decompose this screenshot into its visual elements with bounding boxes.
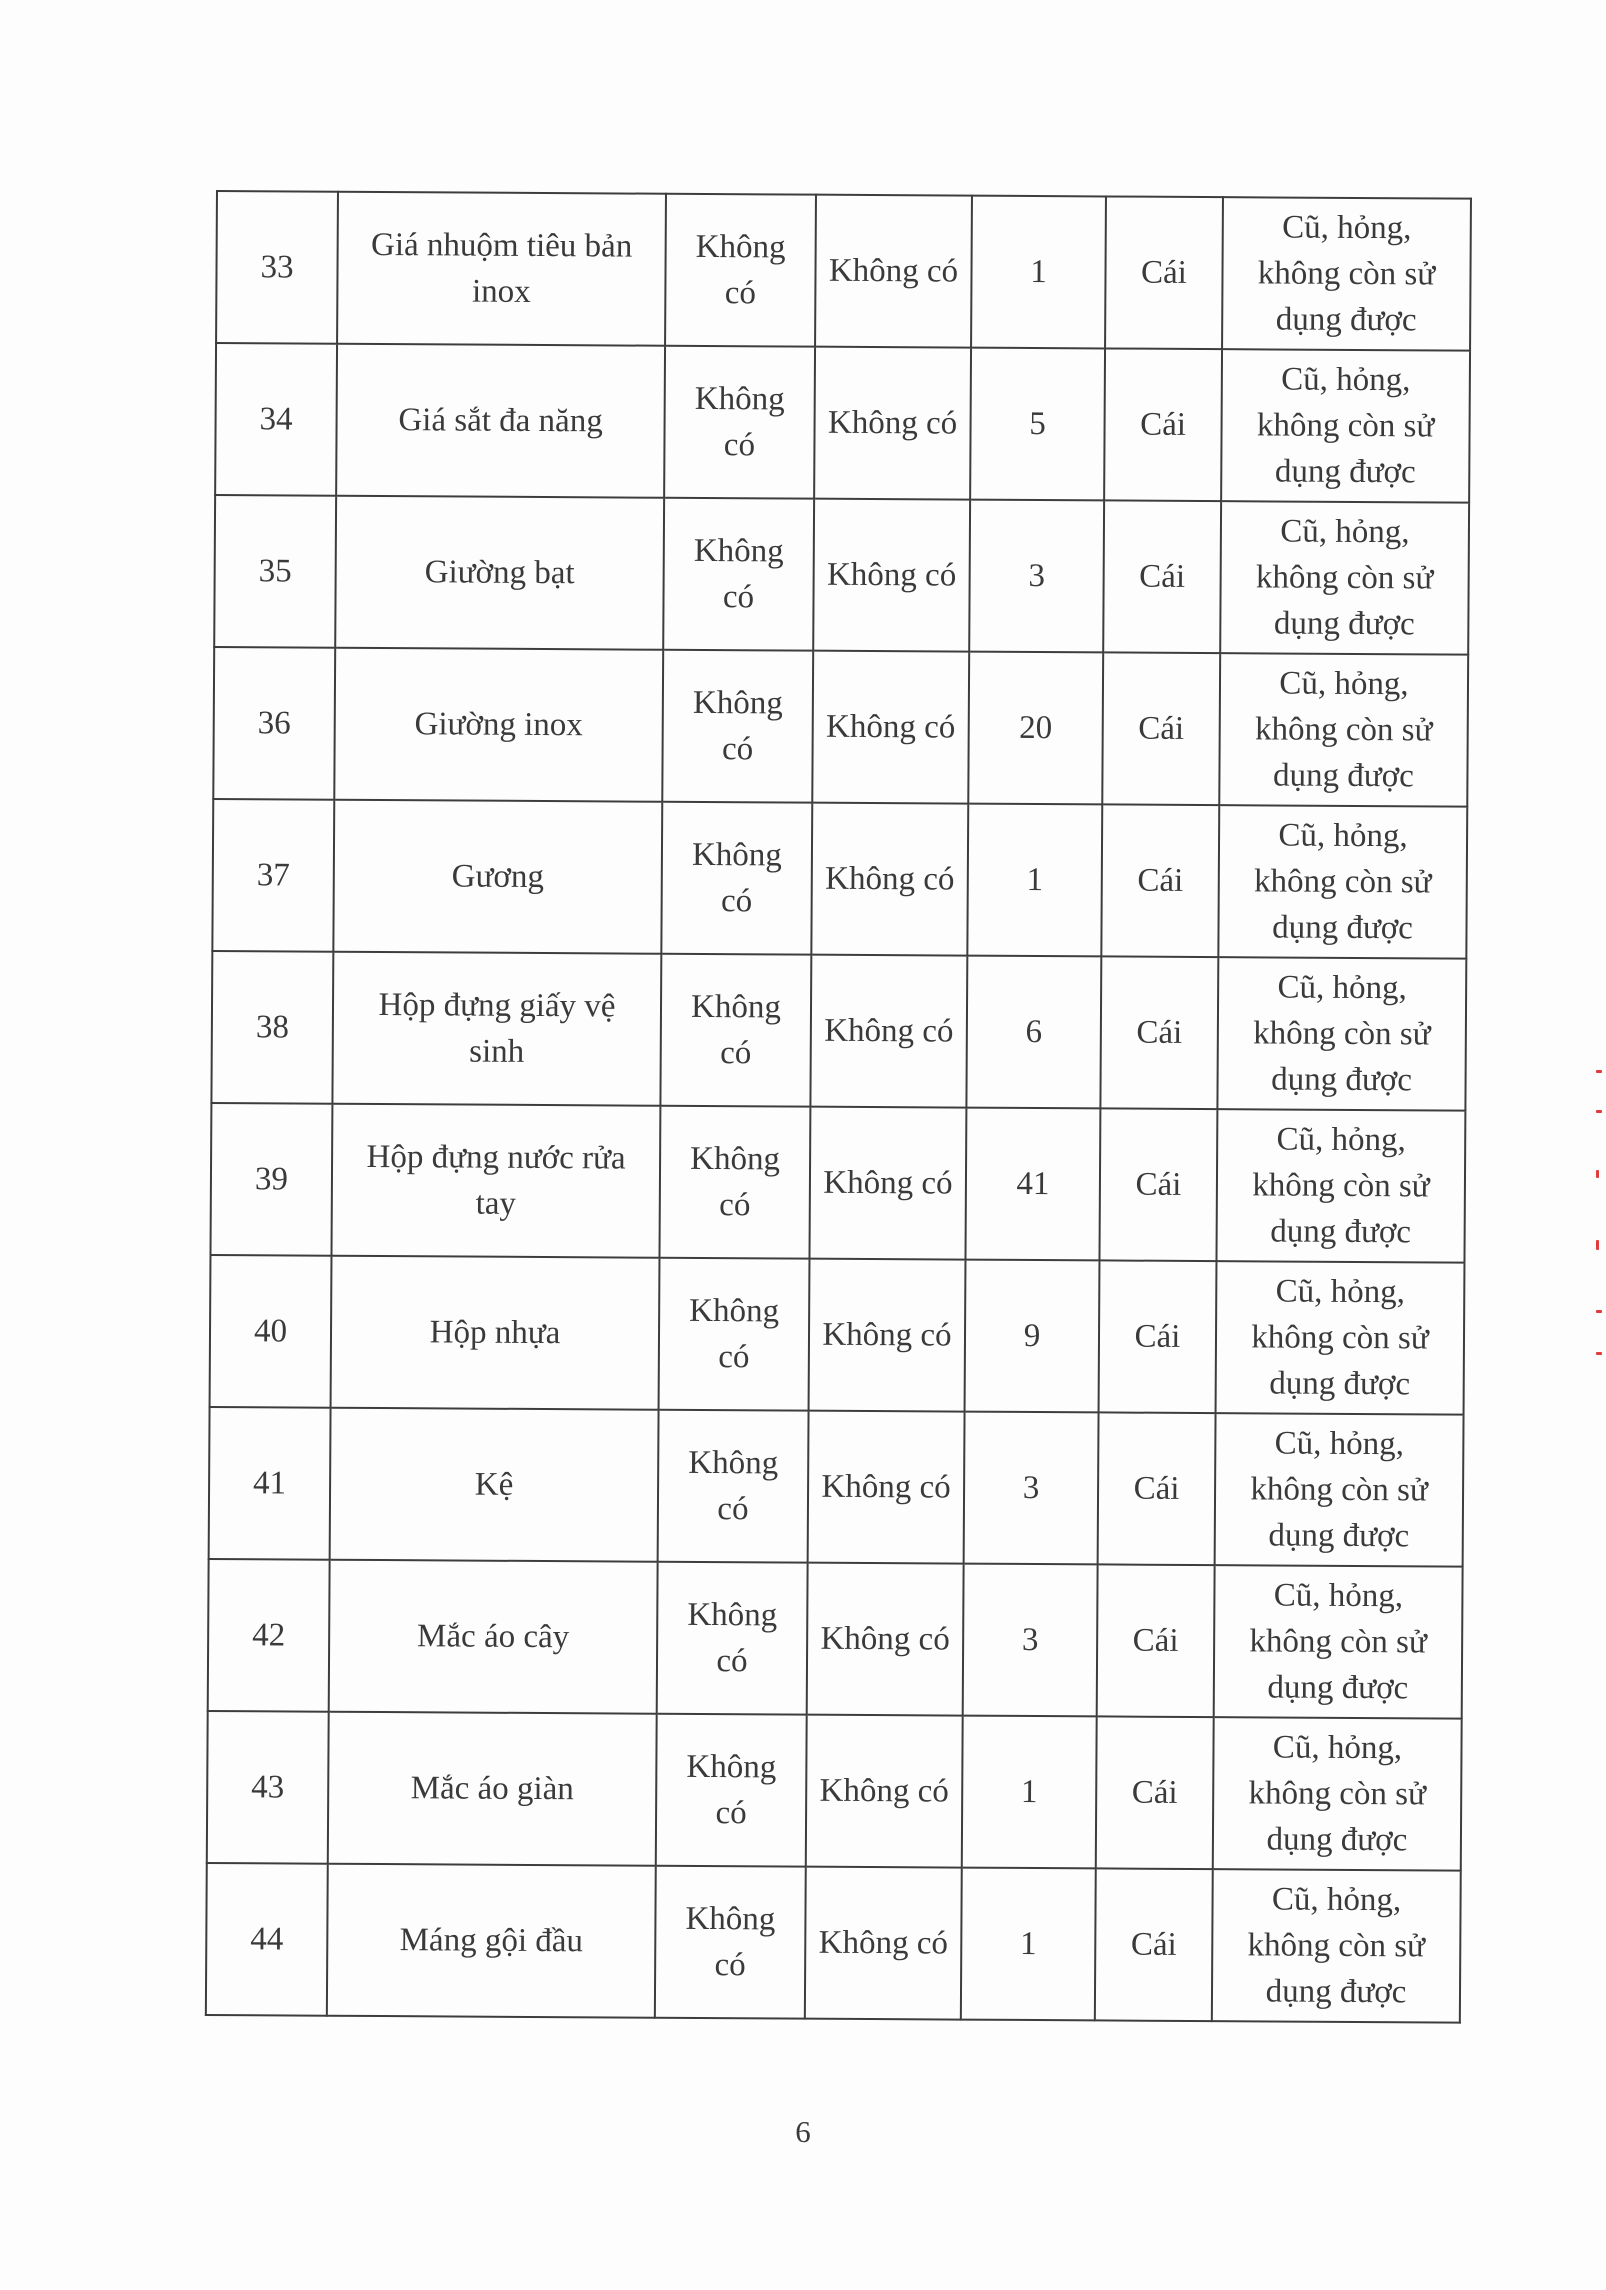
stamp-edge-marks bbox=[1594, 1070, 1606, 1370]
unit-cell: Cái bbox=[1098, 1412, 1216, 1565]
quantity-cell: 9 bbox=[965, 1260, 1100, 1413]
column-3-cell: Không có bbox=[660, 954, 811, 1107]
column-4-cell: Không có bbox=[811, 803, 968, 956]
column-4-cell: Không có bbox=[806, 1715, 963, 1868]
item-name-cell: Máng gội đầu bbox=[327, 1864, 656, 2018]
table-row bbox=[209, 1407, 1464, 1567]
row-number-cell: 42 bbox=[208, 1559, 330, 1712]
unit-cell: Cái bbox=[1097, 1564, 1215, 1717]
status-cell: Cũ, hỏng, không còn sử dụng được bbox=[1213, 1717, 1462, 1871]
column-4-cell: Không có bbox=[815, 195, 972, 348]
column-4-cell: Không có bbox=[813, 499, 970, 652]
column-3-cell: Không có bbox=[662, 650, 813, 803]
unit-cell: Cái bbox=[1101, 804, 1219, 957]
column-4-cell: Không có bbox=[810, 955, 967, 1108]
status-cell: Cũ, hỏng, không còn sử dụng được bbox=[1221, 349, 1470, 503]
item-name-cell: Giường inox bbox=[334, 648, 663, 802]
column-4-cell: Không có bbox=[808, 1411, 965, 1564]
unit-cell: Cái bbox=[1100, 956, 1218, 1109]
asset-table-container bbox=[205, 190, 1470, 2024]
table-row bbox=[213, 647, 1468, 807]
item-name-cell: Mắc áo cây bbox=[329, 1560, 658, 1714]
row-number-cell: 41 bbox=[209, 1407, 331, 1560]
quantity-cell: 5 bbox=[970, 348, 1105, 501]
status-cell: Cũ, hỏng, không còn sử dụng được bbox=[1215, 1413, 1464, 1567]
asset-table bbox=[205, 190, 1472, 2024]
column-4-cell: Không có bbox=[807, 1563, 964, 1716]
page-number: 6 bbox=[795, 2114, 811, 2149]
column-4-cell: Không có bbox=[812, 651, 969, 804]
column-3-cell: Không có bbox=[659, 1258, 810, 1411]
column-3-cell: Không có bbox=[659, 1106, 810, 1259]
item-name-cell: Hộp đựng giấy vệ sinh bbox=[332, 952, 661, 1106]
status-cell: Cũ, hỏng, không còn sử dụng được bbox=[1219, 653, 1468, 807]
unit-cell: Cái bbox=[1095, 1868, 1213, 2021]
status-cell: Cũ, hỏng, không còn sử dụng được bbox=[1216, 1261, 1465, 1415]
item-name-cell: Giường bạt bbox=[335, 496, 664, 650]
row-number-cell: 43 bbox=[207, 1711, 329, 1864]
unit-cell: Cái bbox=[1099, 1108, 1217, 1261]
row-number-cell: 35 bbox=[214, 495, 336, 648]
column-3-cell: Không có bbox=[665, 194, 816, 347]
asset-table-body bbox=[206, 191, 1471, 2023]
unit-cell: Cái bbox=[1102, 652, 1220, 805]
row-number-cell: 37 bbox=[212, 799, 334, 952]
row-number-cell: 39 bbox=[210, 1103, 332, 1256]
item-name-cell: Giá nhuộm tiêu bản inox bbox=[337, 192, 666, 346]
row-number-cell: 38 bbox=[211, 951, 333, 1104]
unit-cell: Cái bbox=[1103, 500, 1221, 653]
status-cell: Cũ, hỏng, không còn sử dụng được bbox=[1222, 197, 1471, 351]
table-row bbox=[215, 343, 1470, 503]
quantity-cell: 1 bbox=[962, 1716, 1097, 1869]
table-row bbox=[210, 1255, 1465, 1415]
column-3-cell: Không có bbox=[655, 1866, 806, 2019]
row-number-cell: 40 bbox=[210, 1255, 332, 1408]
table-row bbox=[210, 1103, 1465, 1263]
status-cell: Cũ, hỏng, không còn sử dụng được bbox=[1220, 501, 1469, 655]
quantity-cell: 41 bbox=[965, 1108, 1100, 1261]
column-4-cell: Không có bbox=[809, 1259, 966, 1412]
column-4-cell: Không có bbox=[809, 1107, 966, 1260]
quantity-cell: 1 bbox=[967, 804, 1102, 957]
quantity-cell: 6 bbox=[966, 956, 1101, 1109]
status-cell: Cũ, hỏng, không còn sử dụng được bbox=[1214, 1565, 1463, 1719]
unit-cell: Cái bbox=[1099, 1260, 1217, 1413]
item-name-cell: Hộp nhựa bbox=[331, 1256, 660, 1410]
item-name-cell: Kệ bbox=[330, 1408, 659, 1562]
unit-cell: Cái bbox=[1096, 1716, 1214, 1869]
row-number-cell: 44 bbox=[206, 1863, 328, 2016]
item-name-cell: Hộp đựng nước rửa tay bbox=[331, 1104, 660, 1258]
status-cell: Cũ, hỏng, không còn sử dụng được bbox=[1217, 957, 1466, 1111]
table-row bbox=[214, 495, 1469, 655]
table-row bbox=[208, 1559, 1463, 1719]
unit-cell: Cái bbox=[1104, 348, 1222, 501]
table-row bbox=[212, 799, 1467, 959]
column-3-cell: Không có bbox=[664, 346, 815, 499]
quantity-cell: 1 bbox=[971, 196, 1106, 349]
column-3-cell: Không có bbox=[663, 498, 814, 651]
quantity-cell: 1 bbox=[961, 1868, 1096, 2021]
status-cell: Cũ, hỏng, không còn sử dụng được bbox=[1218, 805, 1467, 959]
table-row bbox=[216, 191, 1471, 351]
row-number-cell: 36 bbox=[213, 647, 335, 800]
column-4-cell: Không có bbox=[805, 1867, 962, 2020]
quantity-cell: 3 bbox=[964, 1412, 1099, 1565]
table-row bbox=[206, 1863, 1461, 2023]
table-row bbox=[207, 1711, 1462, 1871]
status-cell: Cũ, hỏng, không còn sử dụng được bbox=[1212, 1869, 1461, 2023]
unit-cell: Cái bbox=[1105, 196, 1223, 349]
column-3-cell: Không có bbox=[657, 1562, 808, 1715]
row-number-cell: 34 bbox=[215, 343, 337, 496]
column-3-cell: Không có bbox=[656, 1714, 807, 1867]
row-number-cell: 33 bbox=[216, 191, 338, 344]
quantity-cell: 3 bbox=[969, 500, 1104, 653]
item-name-cell: Mắc áo giàn bbox=[328, 1712, 657, 1866]
table-row bbox=[211, 951, 1466, 1111]
quantity-cell: 20 bbox=[968, 652, 1103, 805]
quantity-cell: 3 bbox=[963, 1564, 1098, 1717]
column-3-cell: Không có bbox=[661, 802, 812, 955]
status-cell: Cũ, hỏng, không còn sử dụng được bbox=[1216, 1109, 1465, 1263]
column-3-cell: Không có bbox=[658, 1410, 809, 1563]
item-name-cell: Giá sắt đa năng bbox=[336, 344, 665, 498]
item-name-cell: Gương bbox=[333, 800, 662, 954]
column-4-cell: Không có bbox=[814, 347, 971, 500]
